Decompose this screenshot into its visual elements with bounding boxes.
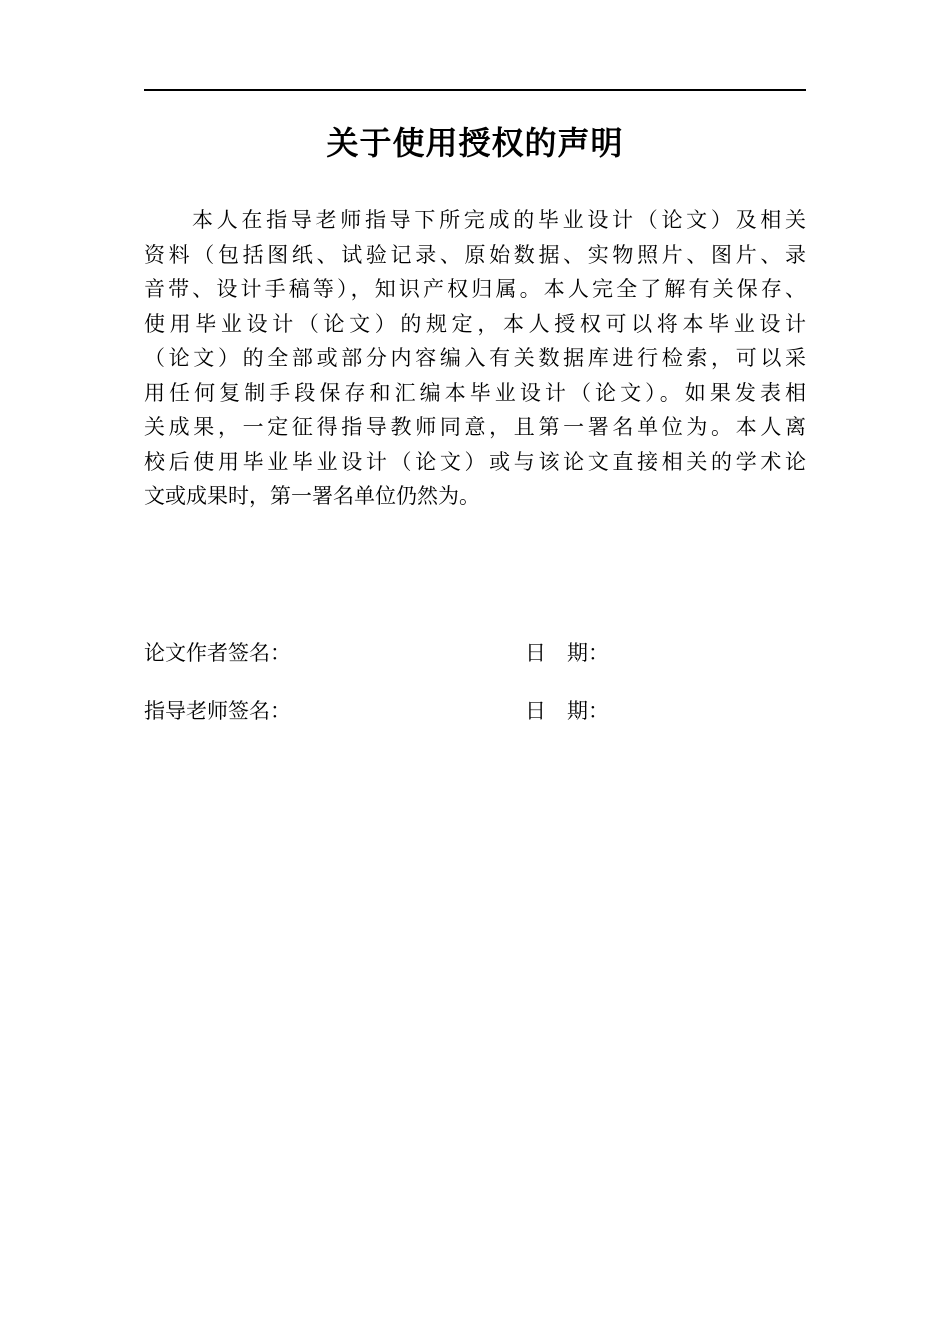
paragraph-line: 用任何复制手段保存和汇编本毕业设计（论文）。如果发表相 (144, 380, 806, 405)
advisor-signature-label: 指导老师签名： (144, 699, 291, 723)
advisor-signature-row (144, 694, 806, 728)
paragraph-line: 资料（包括图纸、试验记录、原始数据、实物照片、图片、录 (144, 242, 806, 267)
advisor-date-label: 日 期： (525, 699, 609, 723)
paragraph-line: 使用毕业设计（论文）的规定，本人授权可以将本毕业设计 (144, 311, 806, 336)
author-signature-label: 论文作者签名： (144, 641, 291, 665)
header-rule (144, 89, 806, 91)
author-date-label: 日 期： (525, 641, 609, 665)
paragraph-line: （论文）的全部或部分内容编入有关数据库进行检索，可以采 (144, 346, 806, 370)
declaration-paragraph (144, 203, 806, 514)
paragraph-line: 本人在指导老师指导下所完成的毕业设计（论文）及相关 (192, 208, 806, 232)
author-signature-row (144, 636, 806, 670)
page-title: 关于使用授权的声明 (326, 124, 624, 162)
paragraph-line: 校后使用毕业毕业设计（论文）或与该论文直接相关的学术论 (144, 449, 806, 474)
paragraph-line: 音带、设计手稿等），知识产权归属。本人完全了解有关保存、 (144, 277, 806, 301)
paragraph-line: 文或成果时，第一署名单位仍然为。 (144, 484, 480, 508)
paragraph-line: 关成果，一定征得指导教师同意，且第一署名单位为。本人离 (144, 415, 806, 439)
